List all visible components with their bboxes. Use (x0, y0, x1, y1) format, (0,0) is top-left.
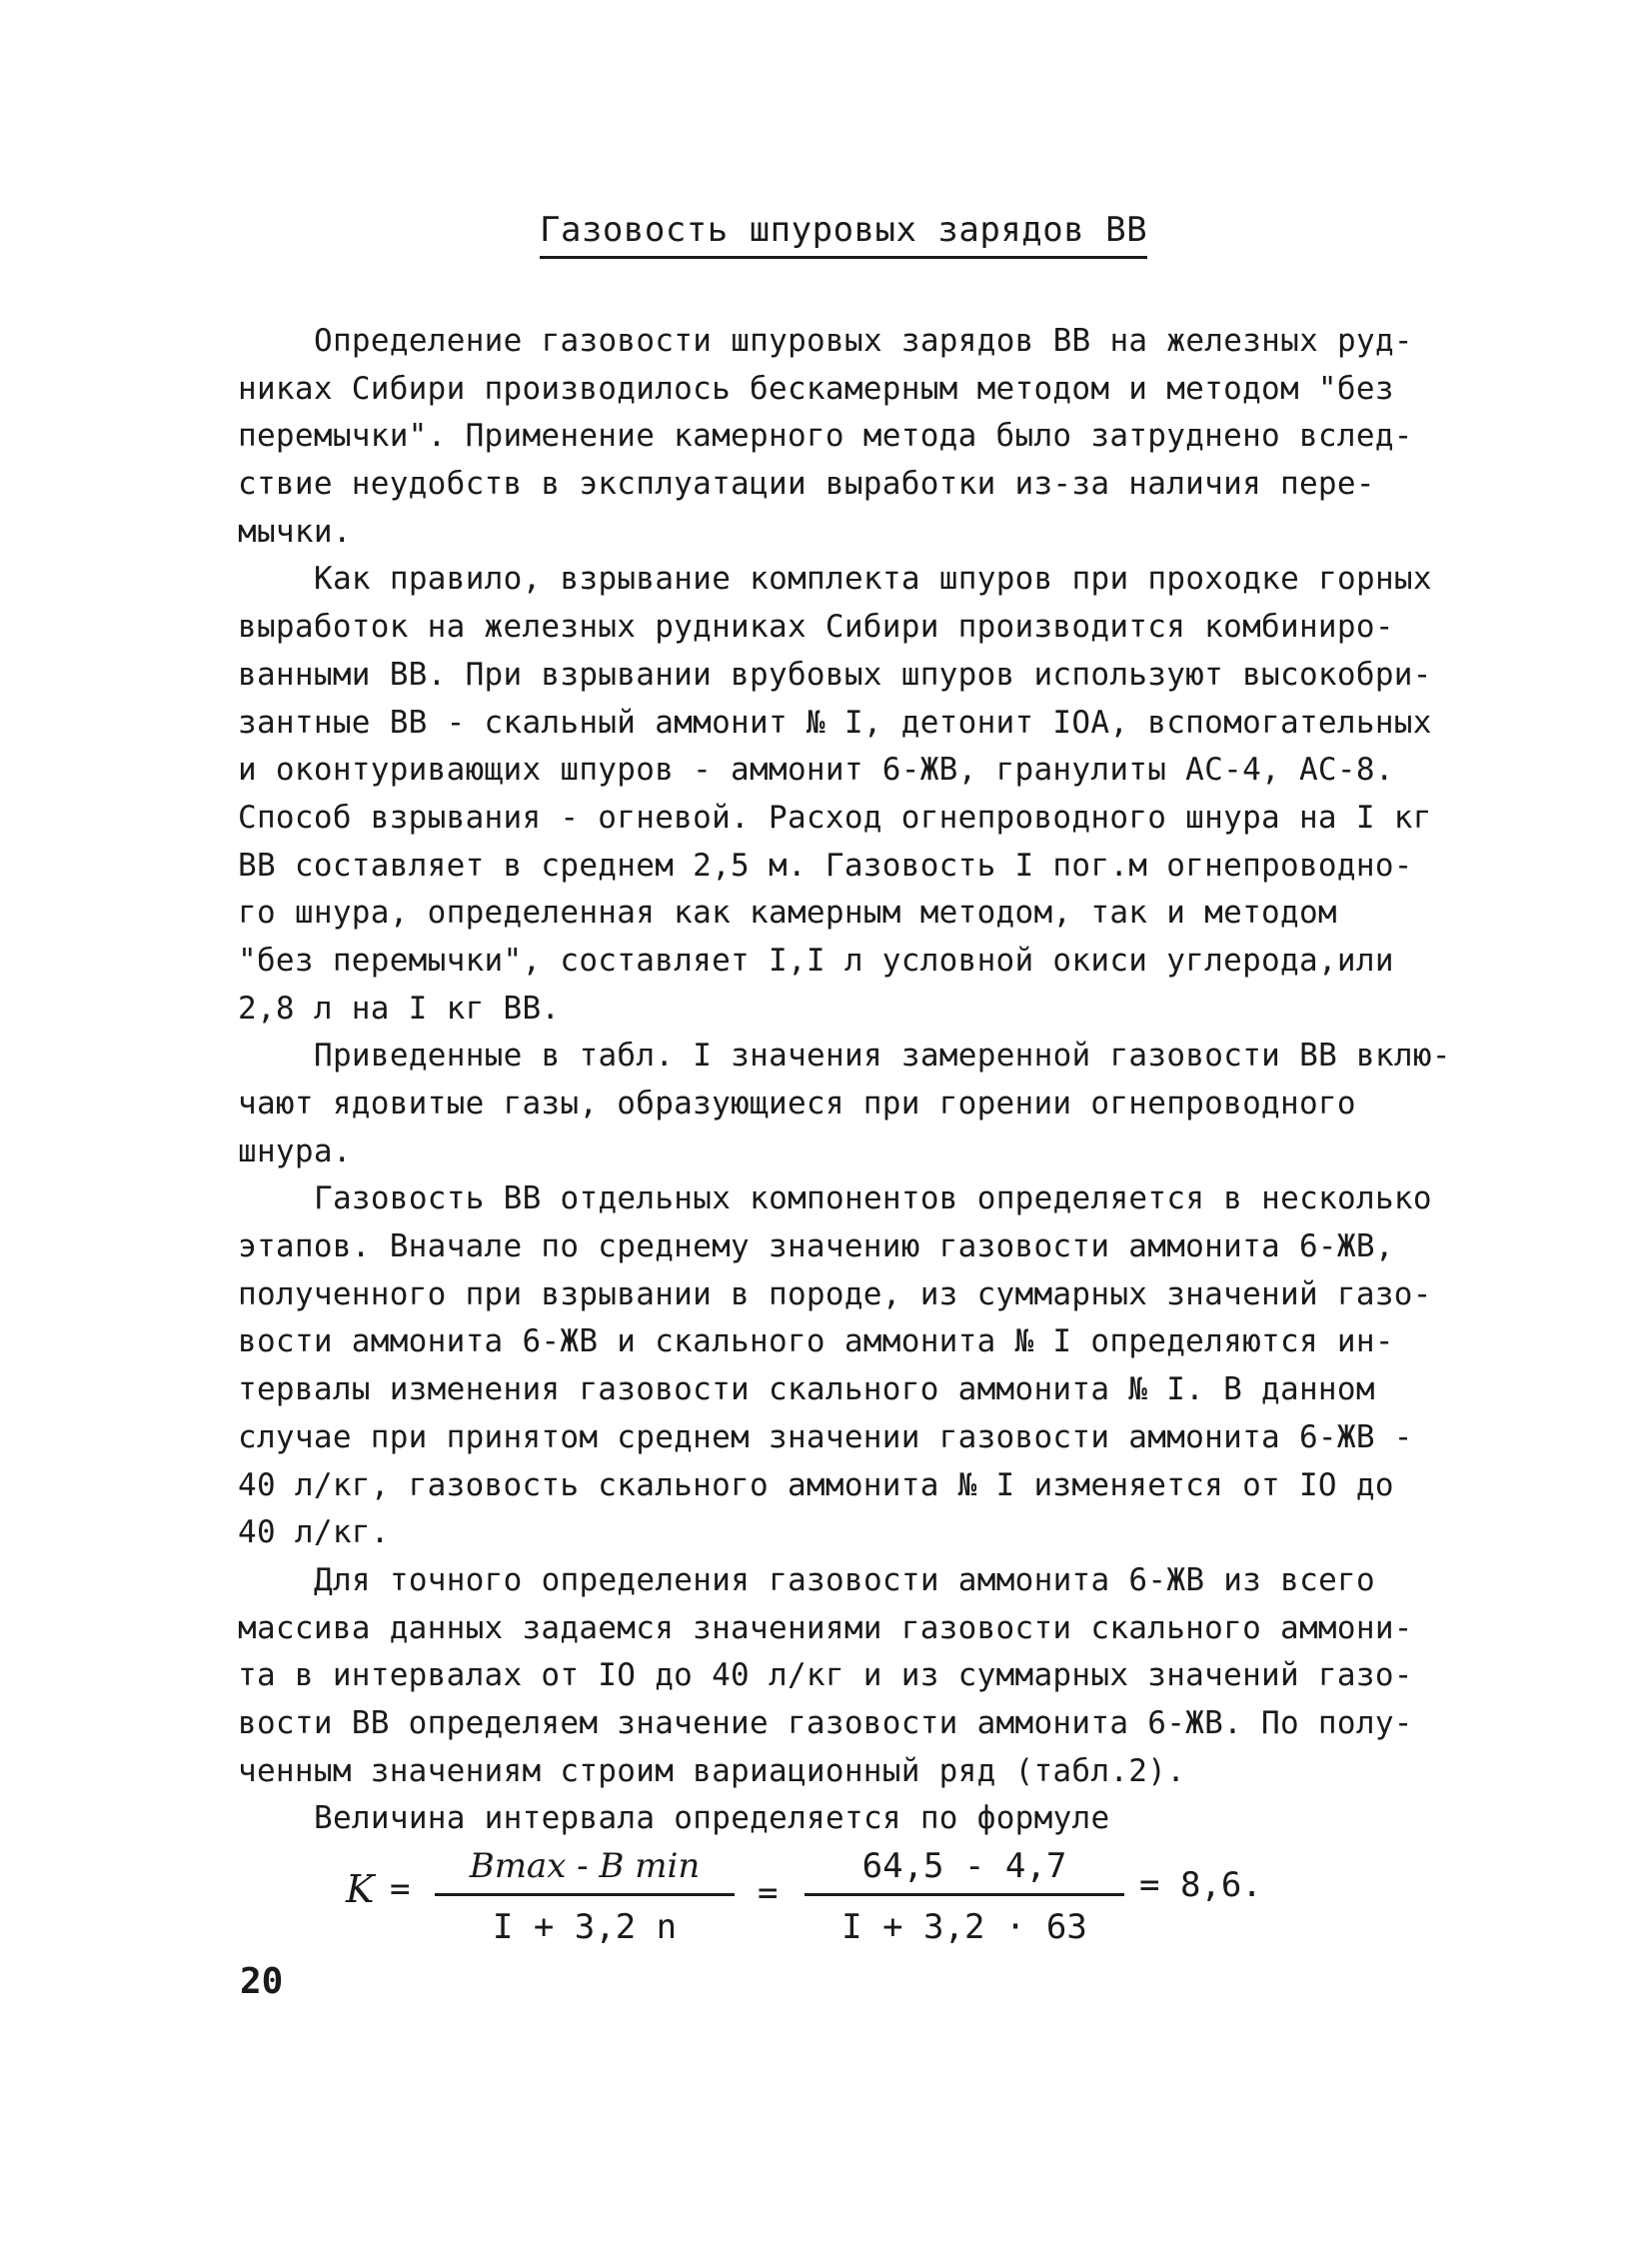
text-line: 40 л/кг, газовость скального аммонита № I изменяется от IO до (238, 1466, 1394, 1503)
formula-equals: = (758, 1873, 779, 1913)
fraction-numerator: Bmax - B min (469, 1846, 701, 1886)
text-line: "без перемычки", составляет I,I л условной окиси углерода,или (238, 942, 1394, 979)
text-line: ванными ВВ. При взрывании врубовых шпуров используют высокобри- (238, 656, 1432, 693)
text-line: та в интервалах от IO до 40 л/кг и из суммарных значений газо- (238, 1657, 1413, 1694)
text-line: ствие неудобств в эксплуатации выработки из-за наличия пере- (238, 466, 1375, 503)
text-line: этапов. Вначале по среднему значению газовости аммонита 6-ЖВ, (238, 1228, 1394, 1265)
fraction-denominator: I + 3,2 n (492, 1907, 678, 1947)
text-line: выработок на железных рудниках Сибири производится комбиниро- (238, 609, 1394, 646)
text-line: го шнура, определенная как камерным методом, так и методом (238, 895, 1337, 932)
text-line: Способ взрывания - огневой. Расход огнепроводного шнура на I кг (238, 799, 1432, 836)
formula-fraction-symbolic (435, 1841, 735, 1952)
text-line: ченным значениям строим вариационный ряд (табл.2). (238, 1752, 1186, 1789)
text-line: вости ВВ определяем значение газовости аммонита 6-ЖВ. По полу- (238, 1704, 1413, 1741)
text-line: и оконтуривающих шпуров - аммонит 6-ЖВ, гранулиты АС-4, АС-8. (238, 752, 1394, 789)
text-line: Как правило, взрывание комплекта шпуров при проходке горных (314, 561, 1432, 598)
text-line: зантные ВВ - скальный аммонит № I, детонит IOA, вспомогательных (238, 704, 1432, 741)
body-text (238, 318, 1467, 1843)
fraction-denominator: I + 3,2 · 63 (841, 1907, 1087, 1947)
text-line: массива данных задаемся значениями газовости скального аммони- (238, 1609, 1413, 1646)
text-line: 2,8 л на I кг ВВ. (238, 990, 561, 1027)
text-line: Приведенные в табл. I значения замеренной газовости ВВ вклю- (314, 1038, 1451, 1075)
text-line: шнура. (238, 1132, 352, 1169)
formula-fraction-numeric (805, 1841, 1124, 1952)
page-title: Газовость шпуровых зарядов ВВ (540, 208, 1147, 259)
interval-formula (340, 1841, 1299, 1971)
text-line: полученного при взрывании в породе, из суммарных значений газо- (238, 1275, 1432, 1312)
text-line: мычки. (238, 513, 352, 550)
text-line: случае при принятом среднем значении газовости аммонита 6-ЖВ - (238, 1418, 1413, 1455)
text-line: чают ядовитые газы, образующиеся при горении огнепроводного (238, 1086, 1356, 1122)
formula-equals: = (390, 1869, 411, 1909)
fraction-bar (805, 1893, 1124, 1896)
text-line: 40 л/кг. (238, 1514, 390, 1551)
text-line: ВВ составляет в среднем 2,5 м. Газовость I пог.м огнепроводно- (238, 847, 1413, 884)
text-line: вости аммонита 6-ЖВ и скального аммонита № I определяются ин- (238, 1323, 1394, 1360)
text-line: перемычки". Применение камерного метода было затруднено вслед- (238, 418, 1413, 455)
text-line: Определение газовости шпуровых зарядов ВВ на железных руд- (314, 323, 1413, 359)
text-line: Для точного определения газовости аммонита 6-ЖВ из всего (314, 1561, 1375, 1598)
formula-lhs: K (346, 1867, 375, 1911)
fraction-numerator: 64,5 - 4,7 (861, 1846, 1067, 1886)
fraction-bar (435, 1893, 735, 1896)
text-line: Величина интервала определяется по формуле (314, 1800, 1110, 1837)
page-number: 20 (240, 1961, 284, 2002)
text-line: Газовость ВВ отдельных компонентов определяется в несколько (314, 1180, 1432, 1217)
text-line: тервалы изменения газовости скального аммонита № I. В данном (238, 1371, 1375, 1408)
text-line: никах Сибири производилось бескамерным методом и методом "без (238, 370, 1394, 407)
formula-result: = 8,6. (1139, 1865, 1262, 1905)
